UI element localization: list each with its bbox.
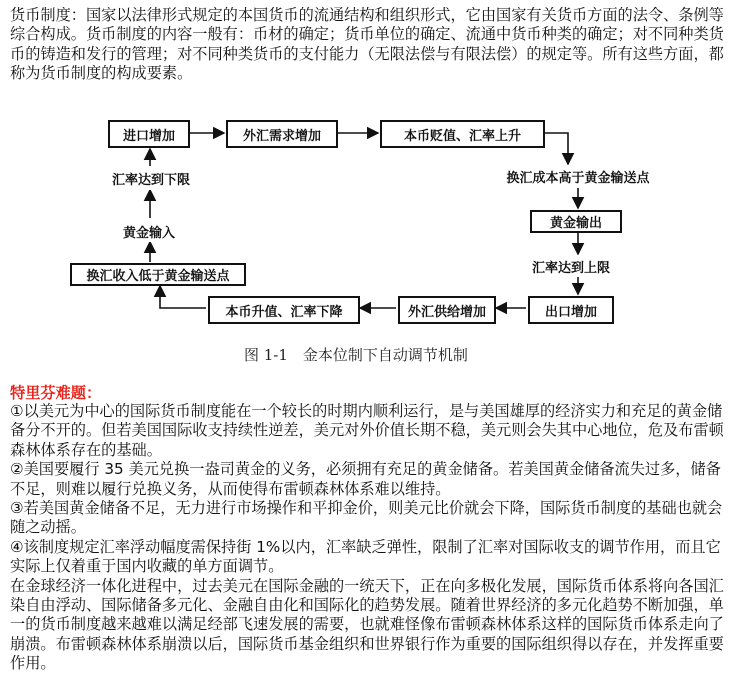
box-fx-demand-increase: 外汇需求增加 xyxy=(226,120,338,148)
body-text xyxy=(10,402,726,674)
intro-paragraph: 货币制度：国家以法律形式规定的本国货币的流通结构和组织形式，它由国家有关货币方面的法令、条例等综合构成。货币制度的内容一般有：币材的确定；货币单位的确定、流通中货币种类的确定；对不同种类货币的铸造和发行的管理；对不同种类货币的支付能力（无限法偿与有限法偿）的规定等。所有这些方面，都称为货币制度的构成要素。 xyxy=(10,6,724,83)
arrow-depreciation-to-fxcost xyxy=(545,133,568,164)
box-currency-depreciation: 本币贬值、汇率上升 xyxy=(380,120,545,148)
paragraph-1: ①以美元为中心的国际货币制度能在一个较长的时期内顺利运行，是与美国雄厚的经济实力和充足的黄金储备分不开的。但若美国国际收支持续性逆差，美元对外价值长期不稳，美元则会失其中心地位，危及布雷顿森林体系存在的基础。 xyxy=(10,402,724,459)
box-currency-appreciation: 本币升值、汇率下降 xyxy=(208,296,360,324)
box-gold-outflow: 黄金输出 xyxy=(530,210,622,233)
box-fx-supply-increase: 外汇供给增加 xyxy=(398,296,496,324)
paragraph-3: ③若美国黄金储备不足，无力进行市场操作和平抑金价，则美元比价就会下降，国际货币制度的基础也就会随之动摇。 xyxy=(10,499,723,537)
figure-caption: 图 1-1 金本位制下自动调节机制 xyxy=(244,346,468,364)
gold-standard-flowchart xyxy=(0,90,733,380)
arrow-appreciation-to-fxincome xyxy=(160,286,206,308)
box-rate-lower-limit: 汇率达到下限 xyxy=(98,167,204,190)
box-rate-upper-limit: 汇率达到上限 xyxy=(512,255,630,277)
box-import-increase: 进口增加 xyxy=(108,120,190,148)
paragraph-4: ④该制度规定汇率浮动幅度需保持街 1%以内，汇率缺乏弹性，限制了汇率对国际收支的调节作用，而且它实际上仅着重于国内收藏的单方面调节。 xyxy=(10,537,721,576)
box-export-increase: 出口增加 xyxy=(528,296,614,324)
box-fx-income-below-gold-import: 换汇收入低于黄金输送点 xyxy=(70,263,246,286)
paragraph-5: 在金球经济一体化进程中，过去美元在国际金融的一统天下，正在向多极化发展，国际货币体系将向各国汇染自由浮动、国际储备多元化、金融自由化和国际化的趋势发展。随着世界经济的多元化趋势不断加强，单一的货币制度越来越难以满足经部飞速发展的需要，也就难怪像布雷顿森林体系这样的国际货币体系走向了崩溃。布雷顿森林体系崩溃以后，国际货币基金组织和世界银行作为重要的国际组织得以存在，并发挥重要作用。 xyxy=(10,576,724,673)
box-gold-inflow: 黄金输入 xyxy=(110,220,188,242)
paragraph-2: ②美国要履行 35 美元兑换一盎司黄金的义务，必须拥有充足的黄金储备。若美国黄金储备流失过多，储备不足，则难以履行兑换义务，从而使得布雷顿森林体系难以维持。 xyxy=(10,460,721,498)
section-heading: 特里芬难题： xyxy=(10,384,102,402)
box-fx-cost-above-gold-export: 换汇成本高于黄金输送点 xyxy=(478,165,678,188)
